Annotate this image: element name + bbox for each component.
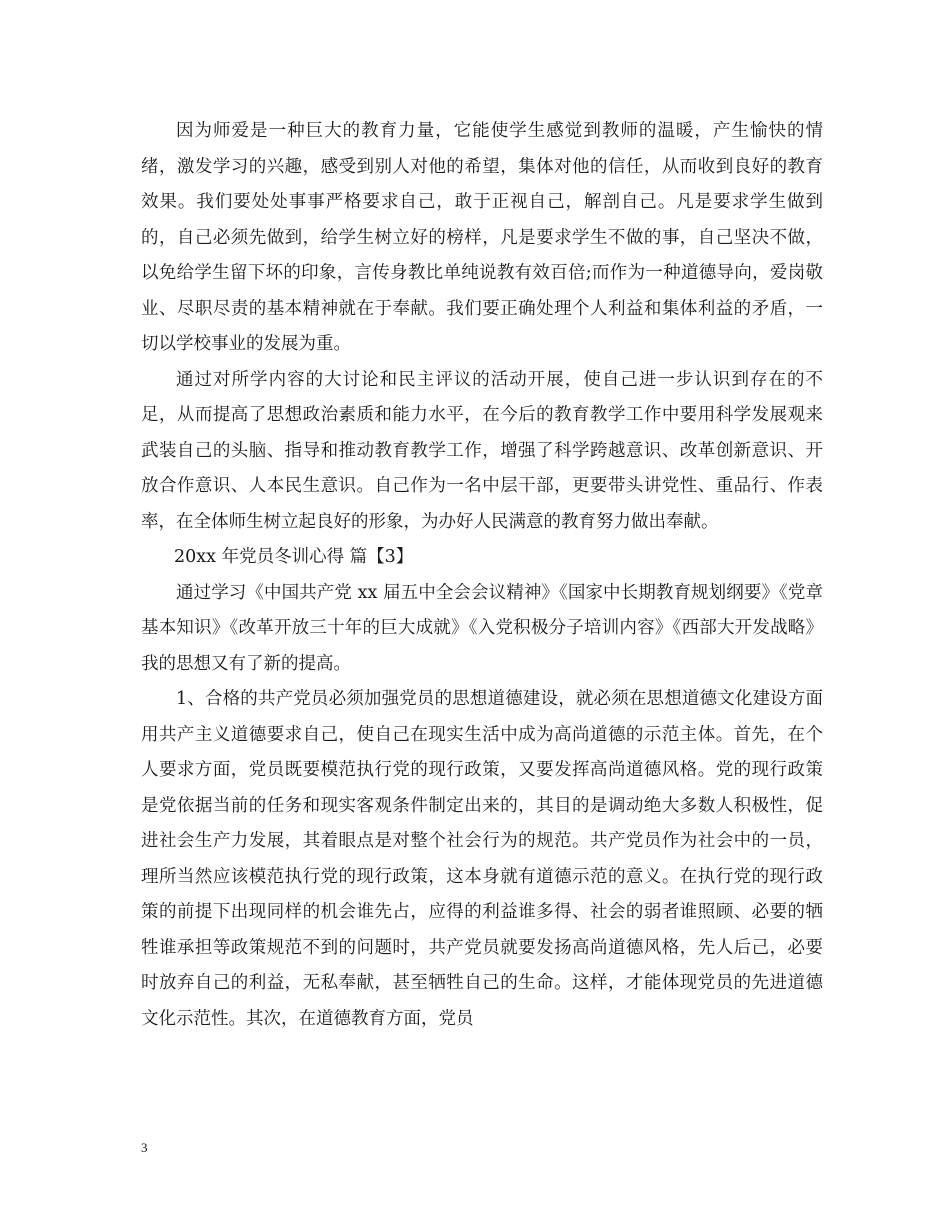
body-paragraph: 1、合格的共产党员必须加强党员的思想道德建设，就必须在思想道德文化建设方面用共产主义道德要求自己，使自己在现实生活中成为高尚道德的示范主体。首先，在个人要求方面，党员既要模范执行党的现行政策，又要发挥高尚道德风格。党的现行政策是党依据当前的任务和现实客观条件制定出来的，其目的是调动绝大多数人积极性，促进社会生产力发展，其着眼点是对整个社会行为的规范。共产党员作为社会中的一员，理所当然应该模范执行党的现行政策，这本身就有道德示范的意义。在执行党的现行政策的前提下出现同样的机会谁先占，应得的利益谁多得、社会的弱者谁照顾、必要的牺牲谁承担等政策规范不到的问题时，共产党员就要发扬高尚道德风格，先人后己，必要时放弃自己的利益，无私奉献，甚至牺牲自己的生命。这样，才能体现党员的先进道德文化示范性。其次，在道德教育方面，党员	[141, 689, 823, 1029]
document-body	[141, 114, 823, 1037]
page-number: 3	[141, 1140, 148, 1155]
section-heading: 20xx 年党员冬训心得 篇【3】	[174, 547, 414, 567]
body-paragraph: 通过学习《中国共产党 xx 届五中全会会议精神》《国家中长期教育规划纲要》《党章基本知识》《改革开放三十年的巨大成就》《入党积极分子培训内容》《西部大开发战略》我的思想又有了新的提高。	[141, 582, 823, 674]
body-paragraph: 因为师爱是一种巨大的教育力量，它能使学生感觉到教师的温暖，产生愉快的情绪，激发学习的兴趣，感受到别人对他的希望，集体对他的信任，从而收到良好的教育效果。我们要处处事事严格要求自己，敢于正视自己，解剖自己。凡是要求学生做到的，自己必须先做到，给学生树立好的榜样，凡是要求学生不做的事，自己坚决不做，以免给学生留下坏的印象，言传身教比单纯说教有效百倍;而作为一种道德导向，爱岗敬业、尽职尽责的基本精神就在于奉献。我们要正确处理个人利益和集体利益的矛盾，一切以学校事业的发展为重。	[141, 121, 823, 354]
body-paragraph: 通过对所学内容的大讨论和民主评议的活动开展，使自己进一步认识到存在的不足，从而提高了思想政治素质和能力水平，在今后的教育教学工作中要用科学发展观来武装自己的头脑、指导和推动教育教学工作，增强了科学跨越意识、改革创新意识、开放合作意识、人本民生意识。自己作为一名中层干部，更要带头讲党性、重品行、作表率，在全体师生树立起良好的形象，为办好人民满意的教育努力做出奉献。	[141, 369, 823, 532]
